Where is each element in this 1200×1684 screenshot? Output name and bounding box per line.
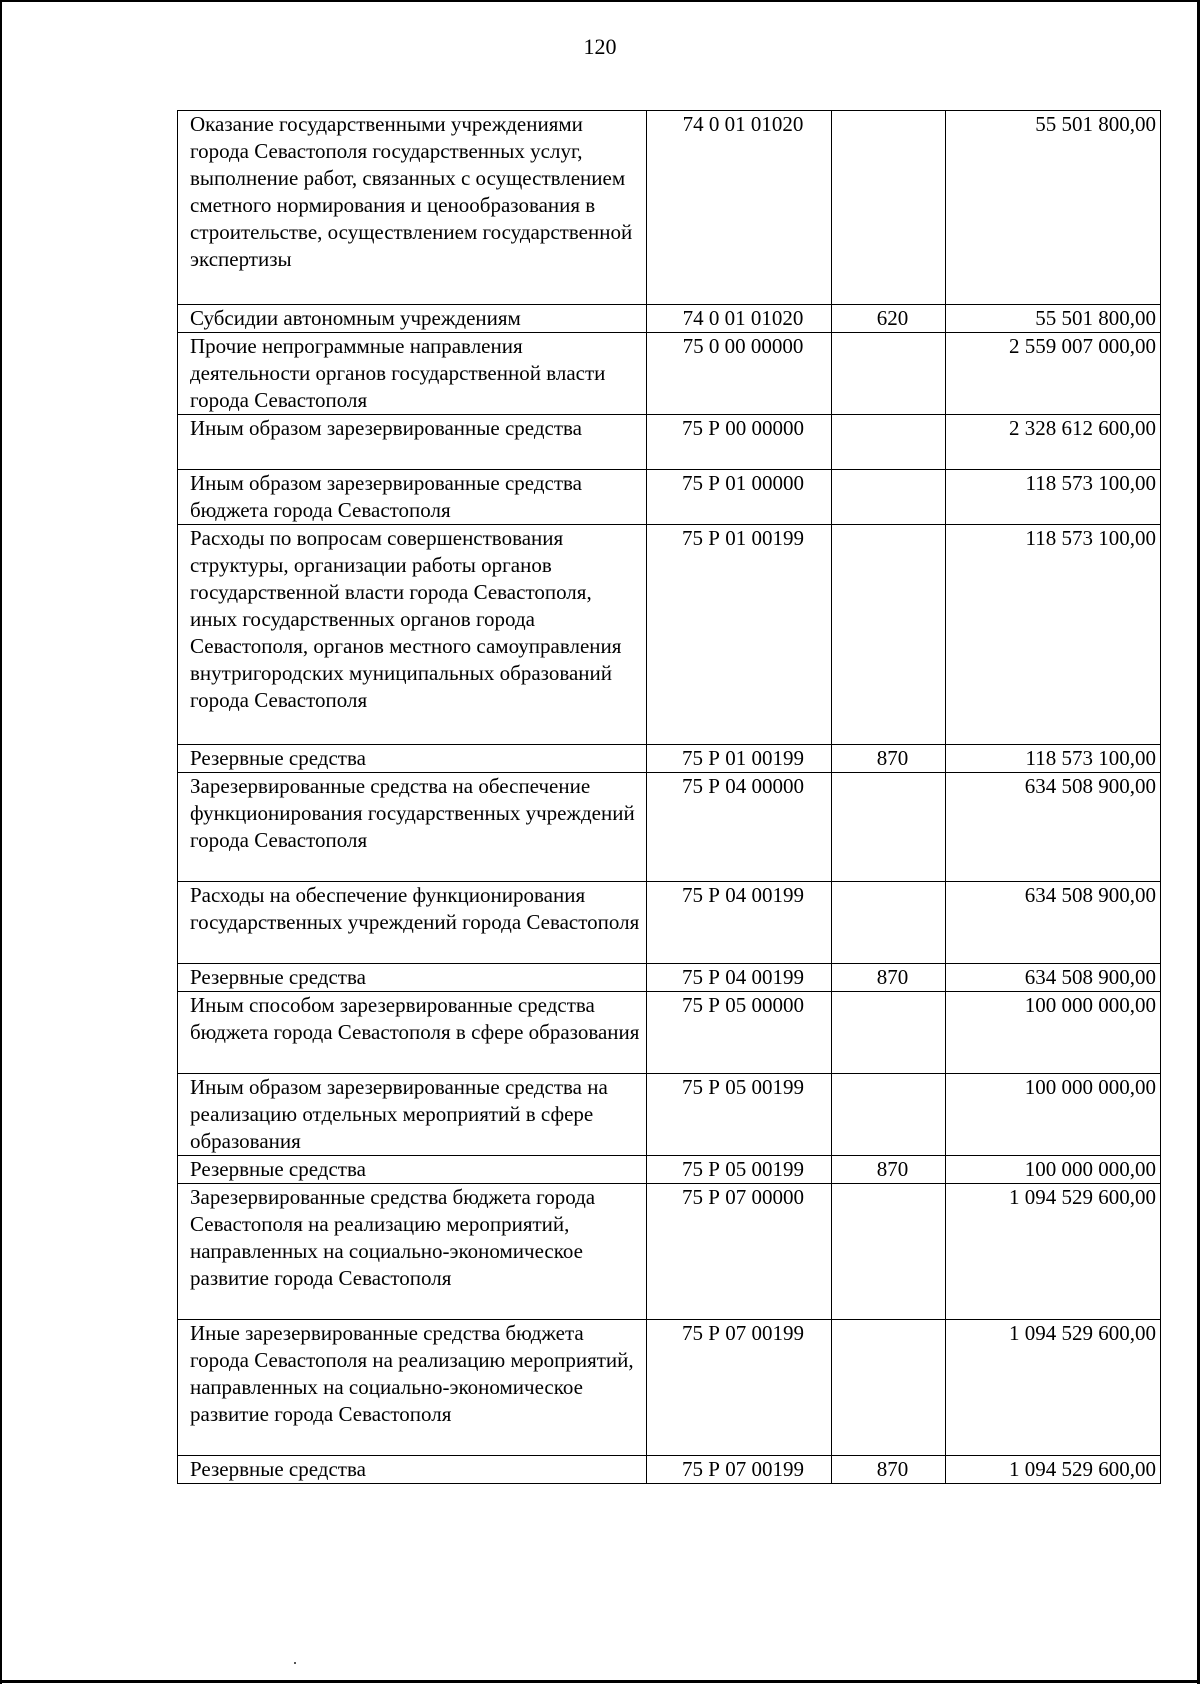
row-code: 75 Р 07 00000 [647,1184,832,1320]
row-amount: 634 508 900,00 [946,882,1161,964]
row-code: 74 0 01 01020 [647,111,832,305]
scan-border-bottom [0,1680,1200,1683]
row-name: Иным способом зарезервированные средства бюджета города Севастополя в сфере образования [178,992,647,1074]
row-expense-type [832,333,946,415]
row-amount: 118 573 100,00 [946,525,1161,745]
row-name: Расходы по вопросам совершенствования структуры, организации работы органов государственной власти города Севастополя, иных государственных органов города Севастополя, органов местного самоуправления внутригородских муниципальных образований города Севастополя [178,525,647,745]
row-name: Субсидии автономным учреждениям [178,305,647,333]
row-expense-type: 870 [832,745,946,773]
row-name: Иным образом зарезервированные средства на реализацию отдельных мероприятий в сфере образования [178,1074,647,1156]
row-code: 75 Р 05 00199 [647,1156,832,1184]
table-row [178,1074,1161,1156]
budget-table [177,110,1161,1484]
row-expense-type [832,1320,946,1456]
row-expense-type [832,882,946,964]
row-code: 75 Р 07 00199 [647,1456,832,1484]
row-amount: 2 328 612 600,00 [946,415,1161,470]
row-code: 75 Р 01 00199 [647,525,832,745]
row-name: Прочие непрограммные направления деятельности органов государственной власти города Севастополя [178,333,647,415]
row-expense-type [832,111,946,305]
row-code: 75 Р 07 00199 [647,1320,832,1456]
row-name: Расходы на обеспечение функционирования государственных учреждений города Севастополя [178,882,647,964]
row-amount: 634 508 900,00 [946,773,1161,882]
table-row [178,1184,1161,1320]
row-code: 75 0 00 00000 [647,333,832,415]
row-expense-type: 870 [832,1156,946,1184]
row-code: 75 Р 05 00199 [647,1074,832,1156]
row-expense-type [832,1074,946,1156]
row-amount: 1 094 529 600,00 [946,1320,1161,1456]
row-code: 75 Р 04 00000 [647,773,832,882]
row-expense-type: 870 [832,964,946,992]
row-name: Резервные средства [178,964,647,992]
table-row [178,882,1161,964]
row-amount: 55 501 800,00 [946,111,1161,305]
row-expense-type: 870 [832,1456,946,1484]
row-code: 75 Р 01 00199 [647,745,832,773]
scan-border-top [0,0,1200,2]
row-code: 75 Р 04 00199 [647,882,832,964]
row-name: Резервные средства [178,745,647,773]
row-amount: 100 000 000,00 [946,992,1161,1074]
row-name: Резервные средства [178,1456,647,1484]
row-code: 75 Р 05 00000 [647,992,832,1074]
row-name: Иным образом зарезервированные средства [178,415,647,470]
table-row [178,745,1161,773]
row-expense-type [832,773,946,882]
scan-border-left [0,0,2,1684]
row-expense-type [832,992,946,1074]
row-name: Зарезервированные средства на обеспечение функционирования государственных учреждений города Севастополя [178,773,647,882]
row-name: Резервные средства [178,1156,647,1184]
row-expense-type [832,525,946,745]
row-amount: 100 000 000,00 [946,1156,1161,1184]
row-code: 75 Р 00 00000 [647,415,832,470]
table-row [178,1320,1161,1456]
table-row [178,525,1161,745]
row-name: Иным образом зарезервированные средства бюджета города Севастополя [178,470,647,525]
table-row [178,305,1161,333]
row-amount: 55 501 800,00 [946,305,1161,333]
row-amount: 634 508 900,00 [946,964,1161,992]
row-name: Иные зарезервированные средства бюджета города Севастополя на реализацию мероприятий, направленных на социально-экономическое развитие города Севастополя [178,1320,647,1456]
table-row [178,415,1161,470]
row-amount: 1 094 529 600,00 [946,1456,1161,1484]
row-amount: 1 094 529 600,00 [946,1184,1161,1320]
row-amount: 118 573 100,00 [946,470,1161,525]
table-row [178,333,1161,415]
table-row [178,992,1161,1074]
row-name: Зарезервированные средства бюджета города Севастополя на реализацию мероприятий, направленных на социально-экономическое развитие города Севастополя [178,1184,647,1320]
table-row [178,773,1161,882]
table-row [178,1156,1161,1184]
table-row [178,111,1161,305]
row-amount: 2 559 007 000,00 [946,333,1161,415]
row-amount: 100 000 000,00 [946,1074,1161,1156]
scan-speck [294,1662,296,1664]
row-expense-type [832,470,946,525]
row-amount: 118 573 100,00 [946,745,1161,773]
row-name: Оказание государственными учреждениями города Севастополя государственных услуг, выполнение работ, связанных с осуществлением сметного нормирования и ценообразования в строительстве, осуществлением государственной экспертизы [178,111,647,305]
row-expense-type: 620 [832,305,946,333]
page-number: 120 [583,34,617,59]
row-code: 75 Р 04 00199 [647,964,832,992]
row-expense-type [832,415,946,470]
table-row [178,1456,1161,1484]
table-row [178,964,1161,992]
row-code: 74 0 01 01020 [647,305,832,333]
table-row [178,470,1161,525]
row-code: 75 Р 01 00000 [647,470,832,525]
row-expense-type [832,1184,946,1320]
